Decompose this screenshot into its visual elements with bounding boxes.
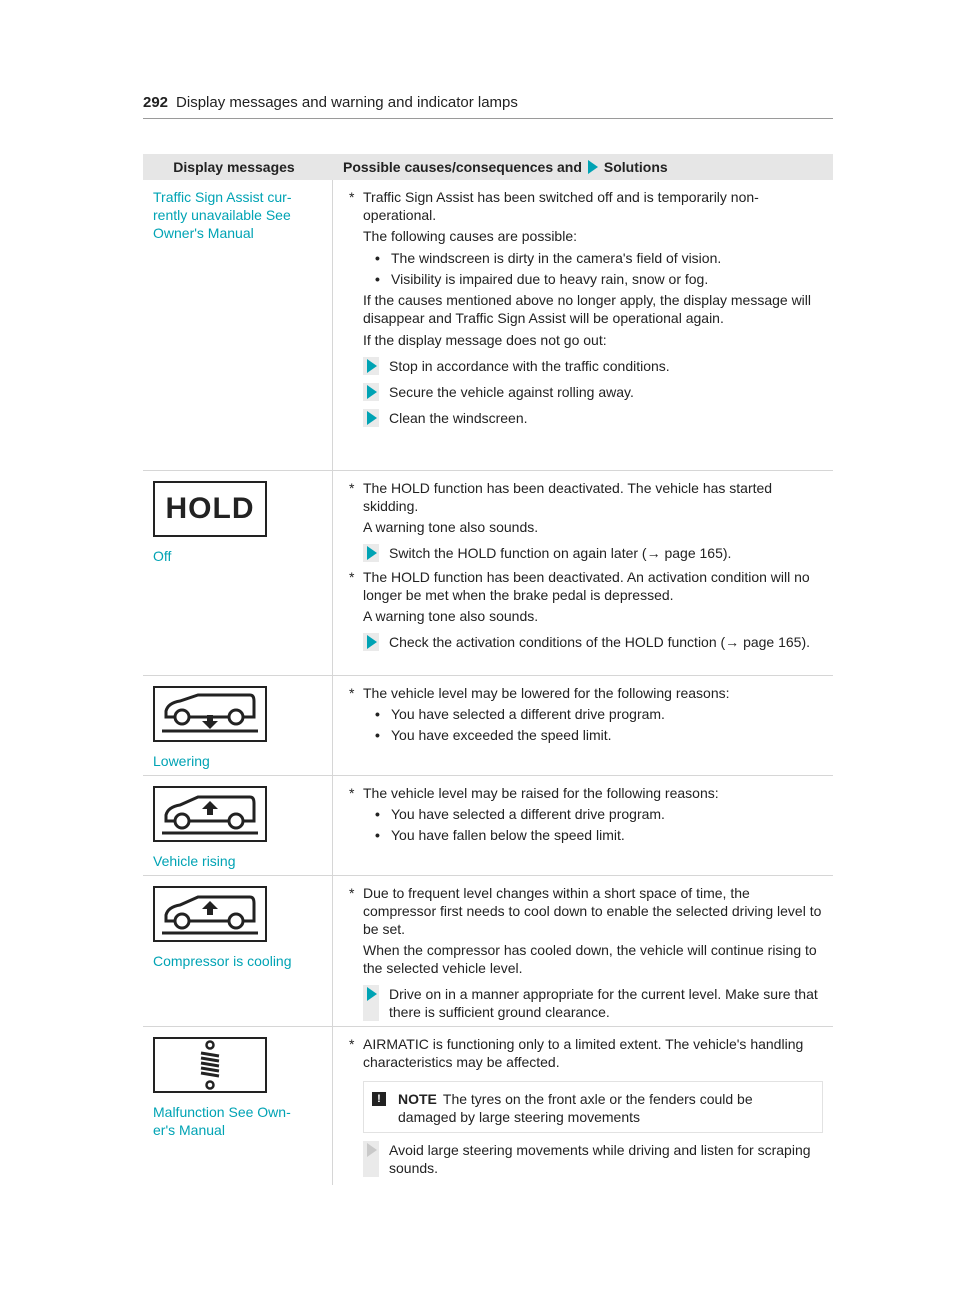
paragraph: The following causes are possible: [363, 228, 578, 244]
action-arrow-icon [367, 411, 377, 425]
paragraph: If the causes mentioned above no longer apply, the display message will disappear and Traffic Sign Assist will be operational again. [363, 292, 812, 326]
note-title: NOTE [398, 1091, 437, 1107]
col-header-solutions-text: Solutions [603, 159, 668, 175]
paragraph: When the compressor has cooled down, the vehicle will continue rising to the selected vehicle level. [363, 942, 817, 976]
list-item: • You have selected a different drive program. [375, 706, 665, 722]
cause-item: * The vehicle level may be raised for the following reasons: [349, 785, 719, 801]
causes-cell [333, 180, 833, 470]
causes-cell [333, 1027, 833, 1185]
vehicle-lowering-icon [158, 691, 262, 737]
col-header-display-messages: Display messages [173, 159, 295, 175]
cause-item: * Traffic Sign Assist has been switched off and is temporarily non-operational. [349, 189, 759, 223]
message-cell [143, 1027, 333, 1185]
message-label-line: Malfunction See Own- [153, 1104, 291, 1120]
action-step: Secure the vehicle against rolling away. [363, 383, 823, 401]
action-step: Stop in accordance with the traffic conditions. [363, 357, 823, 375]
table-row [143, 876, 833, 1027]
suspension-spring-icon [190, 1040, 230, 1090]
note-box [363, 1081, 823, 1133]
paragraph: A warning tone also sounds. [363, 519, 539, 535]
message-label: Lowering [153, 753, 210, 769]
causes-cell [333, 776, 833, 875]
list-item: • You have fallen below the speed limit. [375, 827, 625, 843]
vehicle-rising-icon [153, 786, 267, 842]
action-arrow-icon [367, 385, 377, 399]
action-arrow-icon [588, 160, 598, 174]
cause-item: * The HOLD function has been deactivated. An activation condition will no longer be met when the brake pedal is depressed. [349, 569, 810, 603]
cause-item: * The vehicle level may be lowered for the following reasons: [349, 685, 730, 701]
cause-item: * AIRMATIC is functioning only to a limited extent. The vehicle's handling characteristics may be affected. [349, 1036, 804, 1070]
paragraph: If the display message does not go out: [363, 332, 607, 348]
action-arrow-icon [367, 987, 377, 1001]
action-step: Check the activation conditions of the HOLD function (→ page 165). [363, 633, 823, 651]
message-label-line: rently unavailable See [153, 207, 291, 223]
message-label: Compressor is cooling [153, 953, 292, 969]
message-label: Off [153, 548, 172, 564]
list-item: • You have exceeded the speed limit. [375, 727, 612, 743]
message-cell [143, 876, 333, 1026]
col-header-causes [333, 159, 833, 175]
table-row [143, 1027, 833, 1185]
message-cell [143, 180, 333, 470]
action-step: Switch the HOLD function on again later (→ page 165). [363, 544, 823, 562]
message-label: Vehicle rising [153, 853, 236, 869]
causes-cell [333, 471, 833, 675]
list-item: • You have selected a different drive program. [375, 806, 665, 822]
list-item: • Visibility is impaired due to heavy rain, snow or fog. [375, 271, 709, 287]
col-header-causes-text: Possible causes/consequences and [343, 159, 582, 175]
message-label-line: Owner's Manual [153, 225, 254, 241]
message-label-line: Traffic Sign Assist cur- [153, 189, 292, 205]
vehicle-rising-icon [158, 791, 262, 837]
vehicle-rising-icon [158, 891, 262, 937]
vehicle-rising-icon [153, 886, 267, 942]
note-text: The tyres on the front axle or the fenders could be damaged by large steering movements [398, 1091, 753, 1125]
message-cell [143, 676, 333, 775]
table-row [143, 676, 833, 776]
paragraph: A warning tone also sounds. [363, 608, 539, 624]
action-step: Avoid large steering movements while driving and listen for scraping sounds. [363, 1141, 823, 1177]
message-label-line: er's Manual [153, 1122, 225, 1138]
message-cell [143, 776, 333, 875]
page-header [143, 94, 833, 119]
causes-cell [333, 876, 833, 1026]
action-arrow-icon [367, 635, 377, 649]
hold-icon: HOLD [153, 481, 267, 537]
message-label [153, 1103, 322, 1139]
action-arrow-icon [367, 1143, 377, 1157]
action-arrow-icon [367, 359, 377, 373]
table-header [143, 154, 833, 180]
list-item: • The windscreen is dirty in the camera's field of vision. [375, 250, 722, 266]
suspension-spring-icon [153, 1037, 267, 1093]
vehicle-lowering-icon [153, 686, 267, 742]
cause-item: * The HOLD function has been deactivated. The vehicle has started skidding. [349, 480, 773, 514]
action-arrow-icon [367, 546, 377, 560]
table-row [143, 180, 833, 471]
page-number: 292 [143, 94, 169, 111]
message-cell [143, 471, 333, 675]
action-step: Drive on in a manner appropriate for the current level. Make sure that there is sufficient ground clearance. [363, 985, 823, 1021]
action-step: Clean the windscreen. [363, 409, 823, 427]
cause-item: * Due to frequent level changes within a short space of time, the compressor first needs to cool down to enable the selected driving level to be set. [349, 885, 822, 937]
table-row [143, 471, 833, 676]
message-label [153, 188, 322, 242]
display-messages-table [143, 154, 833, 1185]
causes-cell [333, 676, 833, 775]
warning-icon: ! [372, 1092, 386, 1106]
page-title: Display messages and warning and indicator lamps [176, 94, 518, 111]
table-row [143, 776, 833, 876]
